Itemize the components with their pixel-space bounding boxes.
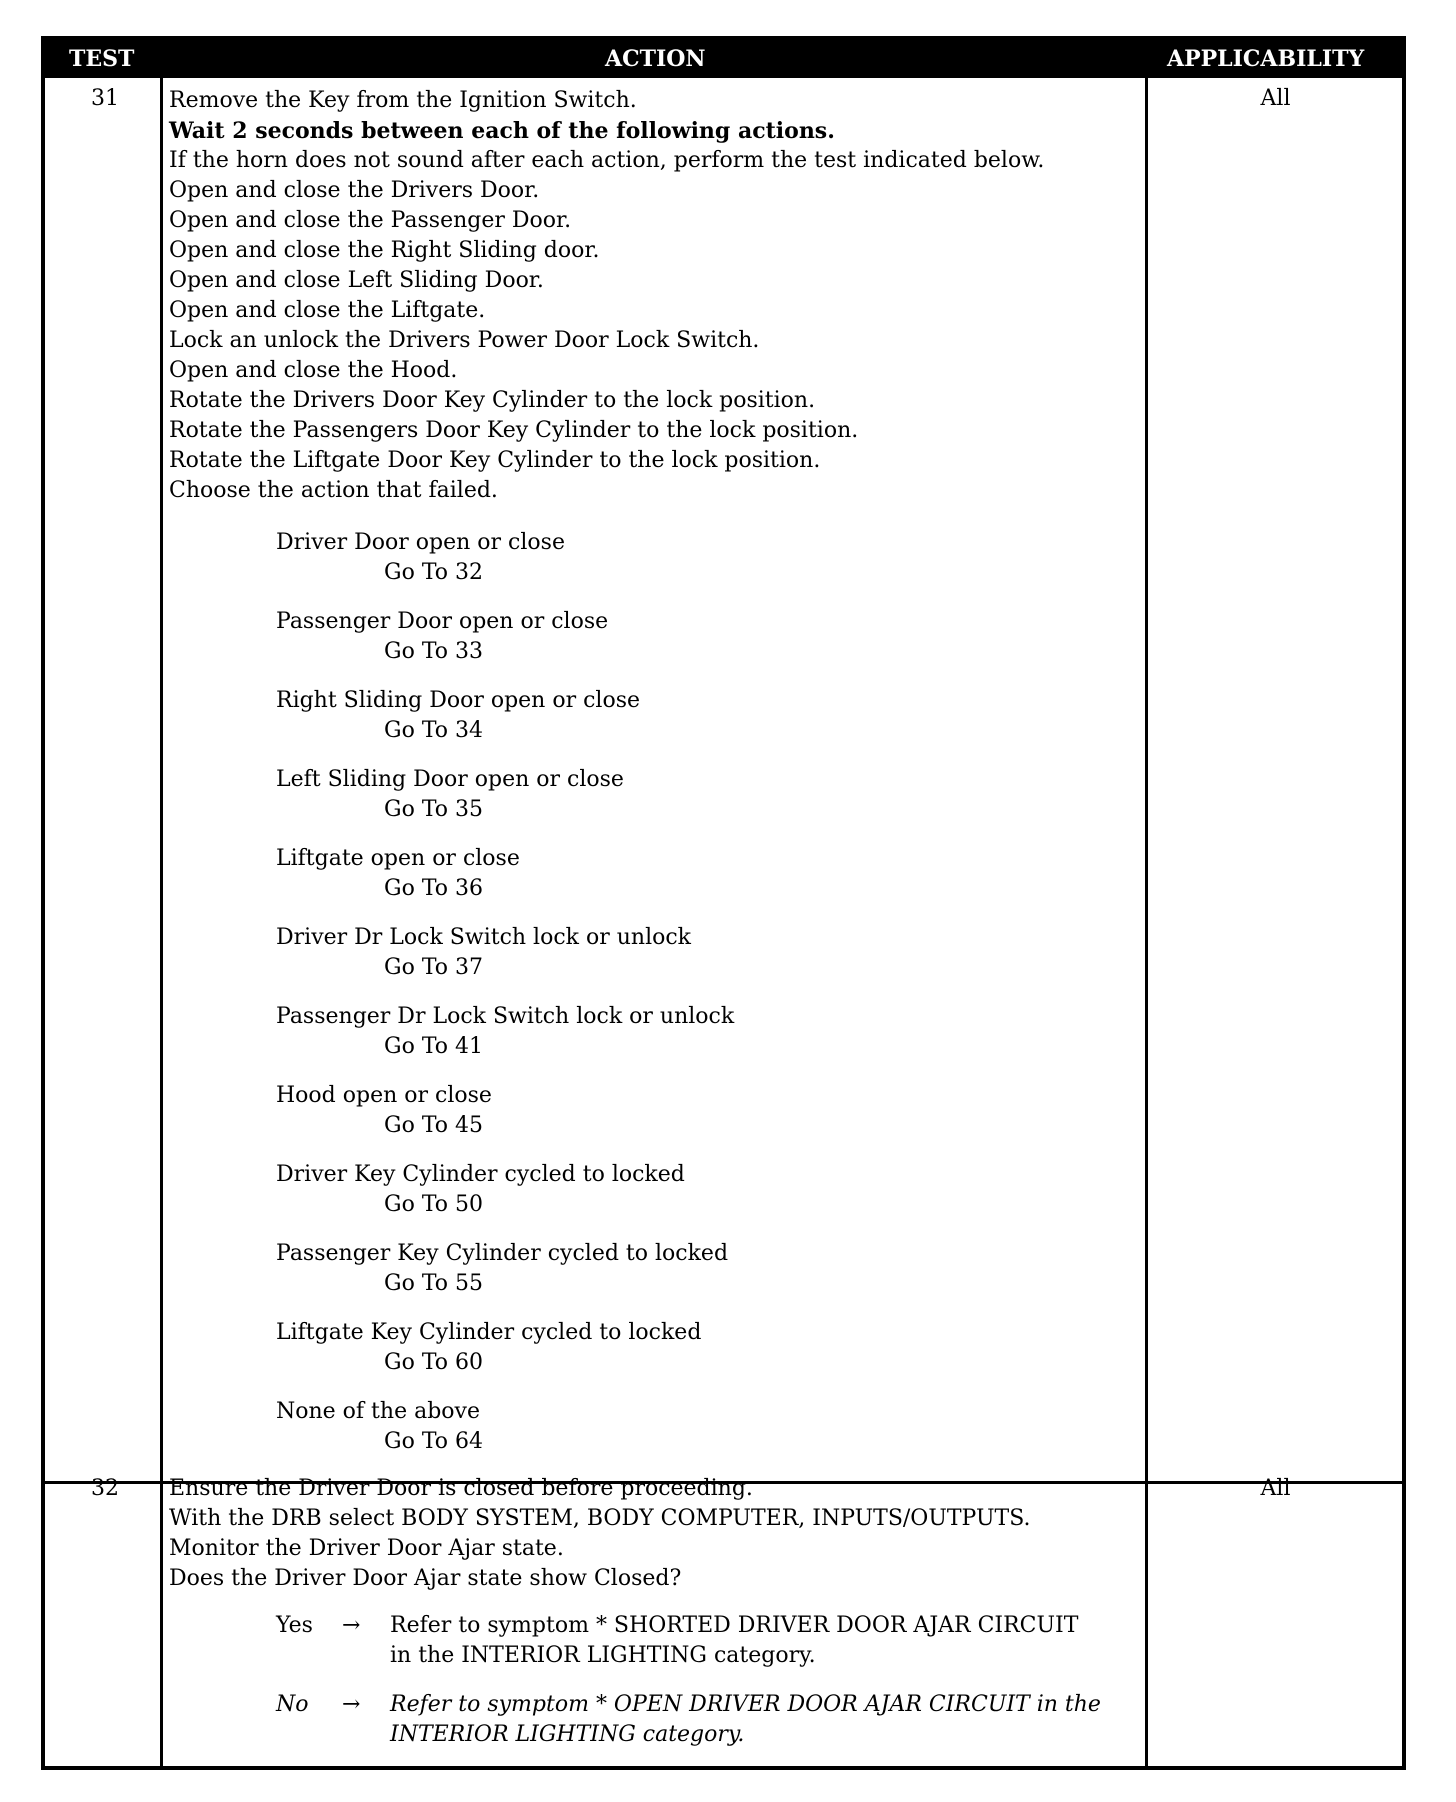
option-label: Left Sliding Door open or close — [276, 767, 624, 792]
header-test: TEST — [69, 46, 135, 72]
answer-line: Refer to symptom * SHORTED DRIVER DOOR AJAR CIRCUIT — [390, 1613, 1079, 1638]
option-goto: Go To 55 — [384, 1271, 484, 1296]
test-32-instructions — [169, 1474, 1139, 1594]
instruction-line: Rotate the Liftgate Door Key Cylinder to the lock position. — [169, 448, 821, 473]
applicability-value: All — [1260, 86, 1291, 111]
answer-line: INTERIOR LIGHTING category. — [390, 1722, 745, 1747]
test-number: 31 — [91, 86, 119, 111]
answer-text — [390, 1611, 1150, 1671]
option-goto: Go To 35 — [384, 797, 484, 822]
option-goto: Go To 60 — [384, 1350, 484, 1375]
instruction-line: Monitor the Driver Door Ajar state. — [169, 1536, 564, 1561]
option-label: Driver Key Cylinder cycled to locked — [276, 1162, 685, 1187]
option-goto: Go To 37 — [384, 955, 484, 980]
instruction-line: Open and close the Liftgate. — [169, 298, 486, 323]
answer-yes — [276, 1611, 1146, 1681]
arrow-right-icon: → — [342, 1613, 361, 1638]
column-divider — [160, 78, 163, 1766]
option-label: Driver Door open or close — [276, 530, 565, 555]
option-goto: Go To 36 — [384, 876, 484, 901]
instruction-line: Does the Driver Door Ajar state show Closed? — [169, 1566, 682, 1591]
option-label: Driver Dr Lock Switch lock or unlock — [276, 925, 692, 950]
answer-key: Yes — [276, 1613, 313, 1638]
instruction-line-emphasis: Wait 2 seconds between each of the following actions. — [169, 118, 835, 144]
instruction-line: Open and close Left Sliding Door. — [169, 268, 544, 293]
answer-key: No — [276, 1692, 309, 1717]
table-header — [45, 40, 1402, 78]
option-label: Liftgate open or close — [276, 846, 520, 871]
arrow-right-icon: → — [342, 1692, 361, 1717]
instruction-line: Open and close the Hood. — [169, 358, 458, 383]
option-goto: Go To 41 — [384, 1034, 484, 1059]
header-action: ACTION — [605, 46, 706, 72]
answer-line: in the INTERIOR LIGHTING category. — [390, 1643, 816, 1668]
instruction-line: Open and close the Passenger Door. — [169, 208, 572, 233]
option-goto: Go To 50 — [384, 1192, 484, 1217]
option-goto: Go To 34 — [384, 718, 484, 743]
answer-no — [276, 1690, 1146, 1760]
header-applicability: APPLICABILITY — [1167, 46, 1365, 72]
option-goto: Go To 45 — [384, 1113, 484, 1138]
answer-line: Refer to symptom * OPEN DRIVER DOOR AJAR CIRCUIT in the — [390, 1692, 1101, 1717]
option-label: Hood open or close — [276, 1083, 492, 1108]
column-divider — [1145, 78, 1148, 1766]
option-goto: Go To 64 — [384, 1429, 484, 1454]
instruction-line: With the DRB select BODY SYSTEM, BODY COMPUTER, INPUTS/OUTPUTS. — [169, 1506, 1031, 1531]
option-label: Liftgate Key Cylinder cycled to locked — [276, 1320, 702, 1345]
instruction-line: Open and close the Right Sliding door. — [169, 238, 600, 263]
instruction-line: Open and close the Drivers Door. — [169, 178, 540, 203]
instruction-line: Rotate the Drivers Door Key Cylinder to the lock position. — [169, 388, 816, 413]
instruction-line: Rotate the Passengers Door Key Cylinder to the lock position. — [169, 418, 859, 443]
option-goto: Go To 32 — [384, 560, 484, 585]
instruction-line: Remove the Key from the Ignition Switch. — [169, 88, 637, 113]
test-31-instructions — [169, 86, 1139, 506]
option-label: Passenger Dr Lock Switch lock or unlock — [276, 1004, 735, 1029]
option-label: Right Sliding Door open or close — [276, 688, 641, 713]
option-label: Passenger Key Cylinder cycled to locked — [276, 1241, 729, 1266]
instruction-line: Ensure the Driver Door is closed before proceeding. — [169, 1476, 753, 1501]
diagnostic-table — [41, 36, 1406, 1770]
instruction-line: Choose the action that failed. — [169, 478, 498, 503]
instruction-line: Lock an unlock the Drivers Power Door Lock Switch. — [169, 328, 760, 353]
instruction-line: If the horn does not sound after each action, perform the test indicated below. — [169, 148, 1045, 173]
answer-text — [390, 1690, 1150, 1750]
applicability-value: All — [1260, 1476, 1291, 1501]
test-number: 32 — [91, 1476, 119, 1501]
option-goto: Go To 33 — [384, 639, 484, 664]
test-31-options — [276, 528, 1136, 1468]
option-label: Passenger Door open or close — [276, 609, 609, 634]
option-label: None of the above — [276, 1399, 480, 1424]
